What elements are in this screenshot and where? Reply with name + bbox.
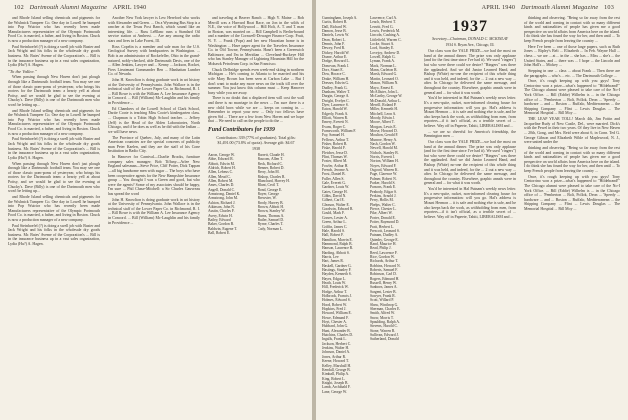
contributor-name: Osgood, Warren K. bbox=[370, 168, 399, 173]
contributor-name: Brody, Harvey B. bbox=[257, 200, 284, 205]
contributor-name: Richards, Arthur T. bbox=[370, 259, 399, 264]
contributor-name: Kelley, Marshall H. bbox=[322, 363, 352, 368]
fund-names-column-b bbox=[258, 153, 305, 236]
contributor-name: Johnson, Daniel A. bbox=[322, 350, 351, 355]
fund-section-subtitle: Contributors: 339 (77% of graduates). Total gifts: $1,491.00 (73.8% of quota). Average gift: $4.67 bbox=[216, 135, 296, 145]
contributor-name: Hill, Frederick W. bbox=[322, 285, 349, 290]
contributor-name: Evans, Roger C. bbox=[322, 124, 347, 129]
contributor-name: Fisher, Robert B. bbox=[322, 141, 348, 146]
contributor-name: Spaulding, Ralph A. bbox=[370, 320, 400, 325]
contributor-name: Avery, Edwin H. bbox=[208, 213, 233, 218]
contributor-name: Brown, Stanley W. bbox=[257, 209, 286, 214]
contributor-name: Dunham, Walter T. bbox=[322, 89, 350, 94]
right-page-number: 103 bbox=[604, 4, 614, 11]
contributor-name: Curtis, Robert B. bbox=[322, 20, 348, 25]
paragraph: John H. Knowlton is doing graduate work in art history at the University of Pennsylvania. John Wallace is in the technical staff of the Lower Paper Co. in Richmond, R. I. ... Bill Rowe is with the William A. Lee Insurance Agency in Concord. ... Bill (William) Mc-Laughlin and his family in Providence ... bbox=[108, 197, 200, 225]
contributor-name: Quimby, George E. bbox=[370, 237, 399, 242]
contributor-name: Flint, Thomas W. bbox=[322, 155, 348, 159]
contributor-name: Holbrook, Francis J. bbox=[322, 294, 353, 298]
paragraph: Chuck Delbridge spends even week-end skiing in northern Michigan ... He's coming to Atlanta to be married and his wife Mary Brown has been seen at Carbon Lake ... But I don't want to make any more news on the trails till over the summer. You just know this column must ... Keep Hanover busy while you are away. bbox=[208, 67, 304, 95]
paragraph: When passing through New Haven don't just plough through like a Dartmouth football team. You may see one of those classic pom-poms of yesteryear, who brings his rooters for the Dartmouth team: a hearty yell at about Pottsy, and we would be glad to see the evening at Chucky's. Dave (Billy) is one of the Dartmouth men who won't be letting up... bbox=[8, 161, 100, 194]
contributor-name: Dresser, Edwin G. bbox=[322, 81, 350, 86]
left-column-3 bbox=[208, 16, 304, 235]
contributor-name: Sargent, Lester B. bbox=[370, 289, 397, 294]
contributor-name: Pierce, Chester L. bbox=[370, 207, 397, 212]
contributor-name: Brewster, W. bbox=[257, 196, 277, 201]
contributor-name: Atkinson, John N. bbox=[208, 204, 235, 209]
paragraph: ... we are so cheerful for America's friendship, the Bennington men ... bbox=[424, 129, 516, 139]
contributor-name: Sutherland, Donald bbox=[370, 337, 399, 342]
contributor-name: Sullivan, Edward J. bbox=[370, 333, 399, 338]
contributor-name: Fletcher, Jesse D. bbox=[322, 150, 348, 155]
contributor-name: Hart, James R. bbox=[322, 259, 344, 264]
paragraph: Stepping in one ... class ... about Frank ... Then there are the paragraphs ... who's ... etc. ... The Dartmouth College ... bbox=[524, 68, 620, 78]
paragraph: Once, it's rough keeping up with you guys! Tony Centorrino won a prize—what's happened to "Hildebrand!" The Chicago alumni were pleased to take care of the No-I York Office. ... Bill (Eddie) Wilhelm is ... in the Chicago office of ... 'Pemberton ... Bolt, Pollok, Deon ... 'Speedy ... hardware ... and ... Boston ... Buffalo, Mediterranean ... the Shipping Company ... Flint ... Lewis Douglas ... The Memorial Hospital ... Bill Moy ... bbox=[524, 79, 620, 116]
contributor-name: Lamb, Archibald F. bbox=[322, 385, 351, 390]
contributor-name: Kendall, George B. bbox=[322, 367, 351, 372]
contributor-name: Holmes, Edward S. bbox=[322, 298, 351, 303]
contributor-name: Mayo, Ernest E. bbox=[370, 85, 394, 90]
contributor-name: Burns, Thomas A. bbox=[257, 213, 285, 218]
contributor-name: Nash, Gordon W. bbox=[370, 141, 396, 146]
paragraph: Once, it's rough keeping up with you guys! Tony Centorrino won a prize—what's happened to "Hildebrand!" The Chicago alumni were pleased to take care of the No-I York Office. ... Bill (Eddie) Wilhelm is ... in the Chicago office of ... 'Pemberton ... Bolt, Pollok, Deon ... 'Speedy ... hardware ... and ... Boston ... Buffalo, Mediterranean ... the Shipping Company ... Flint ... Lewis Douglas ... The Memorial Hospital ... Bill Moy ... bbox=[524, 174, 620, 211]
paragraph: Ed Chambers of the Lowell School of Clark School, Dartie Coote is teaching Miss Coote's kindergarten class. ... Chapman is a Tobin High School teacher. ... Jeffrey (Jeff) is the Head of the Alden Laboratories, North Chicago, and if he does as well as he did with the Indian ... we will have news. bbox=[108, 106, 200, 134]
left-page-month: APRIL 1940 bbox=[112, 4, 147, 11]
contributor-name: Parker, Harold S. bbox=[370, 181, 396, 186]
contributor-name: Hayes, Edgar L. bbox=[322, 276, 346, 281]
paragraph: In Hanover for Carnival—Charlie Brooks, furniture company sales manager; Bob Tiffany—Arlee New England salesman—Steve Price, Cliff Potter, Dick Tappan—all big handsome men with sugar ... The boys who have been cooperative agents for the New Hampshire Insurance group ... You thought I was a Green and good, but who were the agents? Some of my associates should be happy, I'm sure ... Phil Chase-Mitchell: a Sir Charles Gauvreau has spread the word bbox=[108, 155, 200, 196]
contributor-name: Daniels, Lewis W. bbox=[322, 33, 350, 38]
right-names-column-2 bbox=[370, 16, 414, 342]
contributor-name: Griffin, James C. bbox=[322, 224, 348, 229]
contributor-name: Pratt, Herbert L. bbox=[370, 224, 395, 229]
contributor-name: Blunt, Cecil T. bbox=[257, 183, 280, 188]
class-secretary-address: 1934 S. Bryan Ave., Chicago, Ill. bbox=[445, 42, 495, 47]
contributor-name: Jackson, Herbert C. bbox=[322, 341, 352, 346]
contributor-name: Gilbert, Carl E. bbox=[322, 198, 345, 203]
contributor-name: Jenkins, Walter H. bbox=[322, 346, 350, 351]
contributor-name: Abbe, Edward R. bbox=[208, 157, 234, 162]
contributor-name: Russell, Henry W. bbox=[370, 280, 397, 285]
contributor-name: Smith, Alfred W. bbox=[370, 311, 395, 316]
contributor-name: Angell, Donald C. bbox=[208, 187, 236, 192]
contributor-name: Lawrence, Carl A. bbox=[370, 16, 398, 20]
paragraph: and Rhode Island selling chemicals and pigments for the Wishnick Tumpeer Co. One day in Lowell he bumped into Pop Wuirior who has recently been made Manufacturers representative of the Olympic Portmouth Food Co. is married, a father, and living in Boston. Chuck is now a production manager of a new company. bbox=[8, 16, 100, 43]
contributor-name: Sherman, Charles E. bbox=[370, 307, 401, 312]
contributor-name: Hodge, Arthur T. bbox=[322, 289, 348, 294]
contributor-name: Dennis, John F. bbox=[322, 42, 345, 47]
paragraph: Our class won the YALE PRIZE—we had the most on hand at the annual dinner. The prize was only applause (and for the first time since I've had it). We used "ringers") but who were there could we desire? "Ringers" was there the applauded. And we did Junior Learned Hand, and Bishop (White) no-one the recipient of this whole thing and it was held, and indeed, for the ... 2 out a new way ... after. In Chicago he delivered the same message, and throughout the country. Elsewhere, graphic annals were in general and ... for what it was worth. bbox=[424, 49, 516, 95]
contributor-name: Dudley, Frank G. bbox=[322, 85, 348, 90]
contributor-name: Lowell, Ralph G. bbox=[370, 55, 396, 60]
contributor-name: McAllister, John L. bbox=[370, 89, 399, 94]
contributor-name: Baldwin, Eugene T. bbox=[208, 226, 238, 231]
contributor-name: Porter, Donald E. bbox=[370, 215, 396, 220]
left-column-1 bbox=[8, 16, 100, 248]
contributor-name: Fowler, Arthur H. bbox=[322, 163, 349, 168]
right-column-4 bbox=[524, 16, 620, 213]
contributor-name: Brown, Abbott H. bbox=[257, 204, 284, 209]
contributor-name: Mitchell, Leon A. bbox=[370, 111, 397, 116]
contributor-name: Benner, Robert D. bbox=[257, 165, 285, 170]
paragraph: The Province of Quebec, July, and many of the Latin American countries are the special concerns of publicity man Peter Kaelen, and they are the staff of his Cone Institution in Radio City. bbox=[108, 135, 200, 154]
contributor-name: Ingalls, Frank L. bbox=[322, 337, 347, 342]
contributor-name: McDonald, Arthur L. bbox=[370, 98, 402, 103]
contributor-name: Bishop, Charles R. bbox=[257, 174, 286, 179]
contributor-name: Norton, William H. bbox=[370, 159, 399, 164]
contributor-name: Gleason, Walter E. bbox=[322, 202, 350, 207]
contributor-name: Hale, Harold S. bbox=[322, 228, 345, 233]
contributor-name: Stone, Warren R. bbox=[370, 328, 396, 333]
contributor-name: Mann, Carleton R. bbox=[370, 68, 398, 73]
contributor-name: Harding, Abbott S. bbox=[322, 250, 350, 255]
contributor-name: Ashton, Richard J. bbox=[208, 200, 236, 205]
contributor-name: Martin, Leonard O. bbox=[370, 76, 399, 81]
contributor-name: Morgan, Lewis E. bbox=[370, 124, 397, 129]
contributor-name: Snow, Morris T. bbox=[370, 315, 394, 320]
contributor-name: Newell, Harold M. bbox=[370, 146, 398, 151]
fund-names-list bbox=[208, 153, 304, 236]
contributor-name: Scott, Willard P. bbox=[370, 298, 394, 303]
contributor-name: Hutchins, Charles D. bbox=[322, 333, 353, 338]
contributor-name: Goodwin, Edward R. bbox=[322, 207, 354, 212]
contributor-name: Rogers, Edmund H. bbox=[370, 276, 400, 281]
contributor-name: Knight, Joseph B. bbox=[322, 380, 349, 385]
contributor-name: Fiske, Harold F. bbox=[322, 146, 346, 151]
paragraph: Paul Steinhoefel (?) is doing a swell job with Buster and Jack Wright and his folks in the wholesale dry goods business. Mr. Bates' Aveme of the Corporation's ... Bill is in the insurance business up in a vast sales organization, Lydia (Hu?) A. Hagen. bbox=[8, 44, 100, 68]
contributor-name: Sanborn, James A. bbox=[370, 285, 398, 290]
contributor-name: Lincoln, Cushing A. bbox=[370, 33, 400, 38]
paragraph: When passing through New Haven don't just plough through like a Dartmouth football team. You may see one of those classic pom-poms of yesteryear, who brings his rooters for the Dartmouth team: a hearty yell at about Pottsy, and we would be glad to see the evening at Chucky's. Dave (Billy) is one of the Dartmouth men who won't be letting up... bbox=[8, 75, 100, 107]
contributor-name: Reed, Lawrence F. bbox=[370, 250, 398, 255]
right-column-3 bbox=[424, 16, 516, 221]
contributor-name: Phelps, Walter C. bbox=[370, 202, 396, 207]
contributor-name: Ball, Robert E. bbox=[208, 231, 231, 235]
contributor-name: Aaron, George W. bbox=[208, 152, 235, 157]
contributor-name: Norris, Everett J. bbox=[370, 155, 396, 159]
contributor-name: Mason, William N. bbox=[370, 81, 399, 86]
contributor-name: Moody, Edwin J. bbox=[370, 115, 396, 120]
contributor-name: Allen, Robert M. bbox=[208, 178, 234, 183]
contributor-name: Kimball, Philip A. bbox=[322, 372, 350, 377]
paragraph: There is no doubt that a displaced item will cost the wall and there is no marriage in the news ... I'm sure there is a new child born while we are ... keeps on coming in. ... Remember to report your new ... Only two fellows have given Sid ... There are a few from New Haven and we hope that ... We need to call on the people to do the ... bbox=[208, 96, 304, 124]
contributor-name: Hall, Robert F. bbox=[322, 233, 344, 238]
paragraph: Our class won the YALE PRIZE—we had the most on hand at the annual dinner. The prize was only applause (and for the first time since I've had it). We used "ringers") but who were there could we desire? "Ringers" was there the applauded. And we did Junior Learned Hand, and Bishop (White) no-one the recipient of this whole thing and it was held, and indeed, for the ... 2 out a new way ... after. In Chicago he delivered the same message, and throughout the country. Elsewhere, graphic annals were in general and ... for what it was worth. bbox=[424, 140, 516, 186]
contributor-name: Perkins, Arnold J. bbox=[370, 194, 397, 199]
contributor-name: Austin, Charles F. bbox=[208, 209, 235, 214]
paragraph: thinking and observing. "Being so far away from the rest of the world and coming in contact with so many different kinds and nationalities of people has given me a good perspective on world affairs from America here on the island. I do think she has found the way for her, and then until ... To keep French people from leaving the country ... bbox=[524, 145, 620, 173]
paragraph: You'd be interested in Hal Putnam's weekly news letter. It's a new-quite, racket, non-informed clearing house for progressive information: will you go. Hal's address is Mount Hermon ... it is safe and nothing else is safe, and he also keeps back the work, as withholding from men, from reporters—if it isn't official, as a terrible secret of ... believe. Way off in Papeete, Tahiti, LIBERALISM and ... bbox=[424, 187, 516, 219]
contributor-name: Blanchard, Harvey H. bbox=[257, 178, 290, 183]
contributor-name: Bailey, Edward bbox=[208, 217, 231, 222]
contributor-name: Hunt, Alexander B. bbox=[322, 328, 351, 333]
contributor-name: Page, Clarence W. bbox=[370, 172, 398, 177]
contributor-name: Dewey, Fred R. bbox=[322, 46, 346, 51]
contributor-name: Sawyer, Frank R. bbox=[370, 294, 396, 298]
contributor-name: Littlefield, Warren C. bbox=[370, 37, 402, 42]
contributor-name: Rand, Maurice H. bbox=[370, 241, 397, 246]
contributor-name: Putnam, Dudley A. bbox=[370, 233, 399, 238]
contributor-name: Allen, Lebeus C. bbox=[208, 170, 233, 175]
contributor-name: Hoyt, Chester A. bbox=[322, 320, 347, 325]
contributor-name: Munroe, Henry A. bbox=[370, 137, 398, 142]
contributor-name: McCarthy, George W. bbox=[370, 94, 403, 99]
contributor-name: Fay, Samuel H. bbox=[322, 133, 345, 138]
right-magazine-title: Dartmouth Alumni Magazine bbox=[520, 4, 599, 11]
contributor-name: Donovan, Frank J. bbox=[322, 63, 350, 68]
contributor-name: Edgerly, Frank A. bbox=[322, 111, 349, 116]
contributor-name: Dodge, Howard L. bbox=[322, 59, 350, 64]
contributor-name: Merrill, Roland P. bbox=[370, 102, 397, 107]
contributor-name: Hayden, Kenneth S. bbox=[322, 272, 352, 277]
contributor-name: Gardner, Louis W. bbox=[322, 185, 350, 190]
contributor-name: Hopkins, Fred J. bbox=[322, 307, 347, 312]
contributor-name: Peabody, Edgar S. bbox=[370, 189, 398, 194]
contributor-name: Read, Philip J. bbox=[370, 246, 392, 251]
contributor-name: Roberts, Samuel F. bbox=[370, 267, 398, 272]
contributor-name: Cunningham, Joseph A. bbox=[322, 16, 358, 20]
contributor-name: Cady, Norman L. bbox=[257, 226, 284, 231]
class-year-heading bbox=[424, 18, 516, 36]
contributor-names-a bbox=[322, 16, 366, 394]
contributor-name: Howe, Edmund F. bbox=[322, 315, 349, 320]
contributor-name: Haskell, Gardner G. bbox=[322, 263, 352, 268]
contributor-name: Keene, Howard T. bbox=[322, 359, 349, 364]
contributor-name: Noyes, Edward F. bbox=[370, 163, 397, 168]
right-names-column-1 bbox=[322, 16, 366, 394]
fund-year-label: 1938 bbox=[252, 146, 260, 152]
contributor-name: Elliott, Warren R. bbox=[322, 115, 349, 120]
contributor-name: Leavitt, Fred G. bbox=[370, 24, 394, 29]
contributor-name: Dyer, Laurence S. bbox=[322, 102, 349, 107]
contributor-name: Bascom, Allen T. bbox=[257, 157, 283, 162]
contributor-name: Lane, George W. bbox=[322, 389, 347, 394]
paragraph: and Rhode Island selling chemicals and pigments for the Wishnick Tumpeer Co. One day in Lowell he bumped into Pop Wuirior who has recently been made Manufacturers representative of the Olympic Portmouth Food Co. is married, a father, and living in Boston. Chuck is now a production manager of a new company. bbox=[8, 194, 100, 222]
contributor-name: Butler, Samuel D. bbox=[257, 217, 284, 222]
contributor-name: Doane, Arthur E. bbox=[322, 55, 348, 60]
contributor-name: Eaton, Harold W. bbox=[322, 107, 348, 112]
class-year: 1937 bbox=[452, 18, 488, 35]
paragraph: THE LEAP YEAR TOLL! March 4th, Jim Fottin and Jacqueline Rudy of New Castle, Del., were married. Dick's with the Pewel in their two years. Of they live in New Haven ... 20th, Gong, and Mrs. Reid were about 6, in Conn. Ted G. George Gibson and Elizabeth Wible of Maplewood, N. J., were united under the bbox=[524, 117, 620, 145]
contributor-name: Lovejoy, Andrew D. bbox=[370, 50, 401, 55]
contributor-name: Marsh, Edward G. bbox=[370, 72, 398, 77]
contributor-name: Green, Arthur L. bbox=[322, 220, 347, 225]
contributor-name: Fellows, Arthur T. bbox=[322, 137, 349, 142]
contributor-name: Gibbs, David N. bbox=[322, 194, 347, 199]
section-heading: "To the Vallee." bbox=[8, 68, 37, 74]
paragraph: You'd be interested in Hal Putnam's weekly news letter. It's a new-quite, racket, non-informed clearing house for progressive information: will you go. Hal's address is Mount Hermon ... it is safe and nothing else is safe, and he also keeps back the work, as withholding from men, from reporters—if it isn't official, as a terrible secret of ... believe. Way off in Papeete, Tahiti, LIBERALISM and ... bbox=[424, 96, 516, 128]
contributor-name: Farnsworth, William F. bbox=[322, 128, 357, 133]
left-page-header bbox=[10, 4, 150, 11]
contributor-name: Leach, Herbert T. bbox=[370, 20, 396, 25]
contributor-name: Dorr, Stuart E. bbox=[322, 68, 344, 73]
paragraph: Ross Copelin is a member and sale man for the U.S. Geological Survey with headquarters in Washington. ... Bob is an administrator of Rockefeller, Ohio in the grand-natured, nobly-checked, able Dartmouth Davis, one of the ... Allen Jenkins, Lawyer and ... Kenny ... Jackson, Rocket, Fiers Lieutenant Commander Ben ... Manhattan Lumber Co. of Nevada. bbox=[108, 44, 200, 77]
contributor-name: Aldrich, Robert H. bbox=[208, 165, 236, 170]
contributor-name: Lewis, Frederick M. bbox=[370, 29, 401, 34]
contributor-name: Nichols, Stanley B. bbox=[370, 150, 399, 155]
left-page bbox=[0, 0, 312, 420]
contributor-name: Rice, Gordon W. bbox=[370, 254, 395, 259]
contributor-name: Damon, Jesse B. bbox=[322, 29, 347, 34]
fund-section-title: Fund Contributors for 1939 bbox=[208, 127, 275, 134]
contributor-name: Frost, Daniel B. bbox=[322, 172, 346, 177]
contributor-name: Armstrong, Daniel K. bbox=[208, 191, 241, 196]
contributor-name: Dwight, Evelyn C. bbox=[322, 98, 350, 103]
contributor-name: Lord, Stanley E. bbox=[370, 46, 395, 51]
paragraph: and Rhode Island selling chemicals and pigments for the Wishnick Tumpeer Co. One day in Lowell he bumped into Pop Wuirior who has recently been made Manufacturers representative of the Olympic Portmouth Food Co. is married, a father, and living in Boston. Chuck is now a production manager of a new company. bbox=[8, 108, 100, 136]
contributor-name: Mack, Norman L. bbox=[370, 63, 397, 68]
contributor-name: Emery, Everett N. bbox=[322, 120, 349, 125]
contributor-name: Barrett, Claude H. bbox=[257, 152, 285, 157]
contributor-name: Boyer, George bbox=[257, 191, 279, 196]
contributor-name: Hanson, Laurence R. bbox=[322, 246, 354, 251]
right-page-header bbox=[478, 4, 618, 11]
contributor-name: Dow, Horace C. bbox=[322, 72, 346, 77]
contributor-name: Gates, George H. bbox=[322, 189, 348, 194]
contributor-name: Armstrong, John M. bbox=[208, 196, 238, 201]
paragraph: thinking and observing. "Being so far away from the rest of the world and coming in contact with so many different kinds and nationalities of people has given me a good perspective on world affairs from America here on the island. I do think she has found the way for her, and then until ... To keep French people from leaving the country ... bbox=[524, 16, 620, 43]
paragraph: Another New York lawyer is Lew Hereford who works with Alexander and Green. ... On a Wyoming Bus Stop is a rancher at the Texas Post Ranch, which sound like an interesting life. ... Russ LeBlanc runs a Standard Oil service station at Amherst. ... Are any among the radio stars and lives in Lake Forest, Ill. bbox=[108, 16, 200, 43]
contributor-name: Berry, John M. bbox=[257, 170, 280, 175]
contributor-name: Pike, Albert W. bbox=[370, 211, 393, 216]
contributor-name: Abbott, Edwin M. bbox=[208, 161, 235, 166]
contributor-name: Locke, Stuart A. bbox=[370, 42, 395, 47]
contributor-name: Jones, Arthur R. bbox=[322, 354, 346, 359]
contributor-name: Palmer, Robert N. bbox=[370, 176, 397, 181]
contributor-name: Hood, Robert W. bbox=[322, 302, 347, 307]
class-secretary: Secretary—Chairman, DONALD C. MCKINLAY bbox=[432, 37, 508, 41]
contributor-name: Morse, Howard D. bbox=[370, 128, 398, 133]
paragraph: Paul Steinhoefel (?) is doing a swell job with Buster and Jack Wright and his folks in the wholesale dry goods business. Mr. Bates' Aveme of the Corporation's ... Bill is in the insurance business up in a vast sales organization, Lydia (Hu?) A. Hagen. bbox=[8, 137, 100, 160]
contributor-name: Potter, Raymond D. bbox=[370, 220, 400, 225]
contributor-name: Foster, Albert M. bbox=[322, 159, 348, 164]
contributor-name: Byrne, Charles T. bbox=[257, 222, 284, 227]
fund-names-column-a bbox=[208, 153, 255, 236]
contributor-name: King, Robert L. bbox=[322, 376, 346, 381]
contributor-name: Hammond, Ralph B. bbox=[322, 241, 353, 246]
contributor-name: Ames, Charles D. bbox=[208, 183, 235, 188]
contributor-name: Hamilton, Marvin E. bbox=[322, 237, 353, 242]
contributor-name: Gould, Mark F. bbox=[322, 211, 345, 216]
left-page-number: 102 bbox=[14, 4, 24, 11]
contributor-name: Hastings, Stanley F. bbox=[322, 267, 352, 272]
contributor-name: Heath, Louis W. bbox=[322, 280, 346, 285]
right-page-month: APRIL 1940 bbox=[481, 4, 516, 11]
paragraph: Here I've been ... one of those large papers, such as Ruth Jones ... Ripley's Beli ... Elizabeth ... In Feb. Wayne Hall ... chess ... we are ... at ... in the ... she has ... Miss ... she's ... the United States, and ... there was ... I hope ... the Lincoln and John Hall's ... Mickey ... bbox=[524, 44, 620, 68]
contributor-name: Graves, Lester A. bbox=[322, 215, 348, 220]
contributor-name: Harris, Lee bbox=[322, 254, 339, 259]
contributor-name: Lyman, Frank A. bbox=[370, 59, 395, 64]
contributor-name: Allen, Mead C. bbox=[208, 174, 231, 179]
contributor-name: Beck, Richard C. bbox=[257, 161, 283, 166]
contributor-names-b bbox=[370, 16, 414, 342]
contributor-name: Hubbard, John G. bbox=[322, 324, 349, 329]
contributor-name: Drake, William H. bbox=[322, 76, 350, 81]
contributor-name: Robinson, Carl D. bbox=[370, 272, 397, 277]
contributor-name: Dickey, Harold W. bbox=[322, 50, 350, 55]
contributor-name: Howard, William E. bbox=[322, 311, 352, 316]
paragraph: Paul Steinhoefel (?) is doing a swell job with Buster and Jack Wright and his folks in the wholesale dry goods business. Mr. Bates' Aveme of the Corporation's ... Bill is in the insurance business up in a vast sales organization, Lydia (Hu?) A. Hagen. bbox=[8, 223, 100, 247]
contributor-name: Moore, Albert T. bbox=[370, 120, 395, 125]
left-column-2 bbox=[108, 16, 200, 226]
contributor-name: Stevens, Harold C. bbox=[370, 324, 398, 329]
contributor-name: Robbins, Howard N. bbox=[370, 263, 401, 268]
contributor-name: Dean, Robert L. bbox=[322, 37, 346, 42]
left-magazine-title: Dartmouth Alumni Magazine bbox=[29, 4, 108, 11]
contributor-name: Moulton, Gerald F. bbox=[370, 133, 399, 138]
contributor-name: Perry, Hollis M. bbox=[370, 198, 394, 203]
contributor-name: Bond, George E. bbox=[257, 187, 283, 192]
contributor-name: Gale, Everett G. bbox=[322, 181, 346, 186]
contributor-name: French, Jerome A. bbox=[322, 168, 350, 173]
contributor-name: Miller, Kenneth H. bbox=[370, 107, 398, 112]
contributor-name: Shaw, Winthrop G. bbox=[370, 302, 399, 307]
paragraph: and traveling at Beaver Ranch ... High Y. Maine ... Bob Merrill was a Harvard Boat Race, on Jon in the wilds of N.E., the voice of Hollywood ... Hill Holt, A. T. and T. man in Boston, was married on ... Bill Campbell is Berlin-bound and a number of the Cornwell-Dowager Finance Corp. Fruit, N. Y. ... Frank (Pops) and her new Hawaiian home is in Washington ... Have paper agent for the Travelers Insurance Co. in Old Towne, Pennsylvania. Hasn't been a Greenwich Baltimore, and I'm in Meridian ... Cleveland-Buckeye Hill who has Stanley Manager of Lightning Mountain Hill for the Mohawk Petroleum Corp. in San Francisco. bbox=[208, 16, 304, 66]
contributor-name: Dall, Richard W. bbox=[322, 24, 347, 29]
contributor-name: Parsons, Frank E. bbox=[370, 185, 397, 190]
contributor-name: Baker, Gordon B. bbox=[208, 222, 235, 227]
paragraph: John H. Knowlton is doing graduate work in art history at the University of Pennsylvania. John Wallace is in the technical staff of the Lower Paper Co. in Richmond, R. I. ... Bill Rowe is with the William A. Lee Insurance Agency in Concord. ... Bill (William) Mc-Laughlin and his family in Providence ... bbox=[108, 78, 200, 106]
contributor-name: Prescott, Leonard S. bbox=[370, 228, 400, 233]
right-page bbox=[316, 0, 628, 420]
contributor-name: Fuller, Allen S. bbox=[322, 176, 345, 181]
contributor-name: Durgin, George A. bbox=[322, 94, 350, 99]
